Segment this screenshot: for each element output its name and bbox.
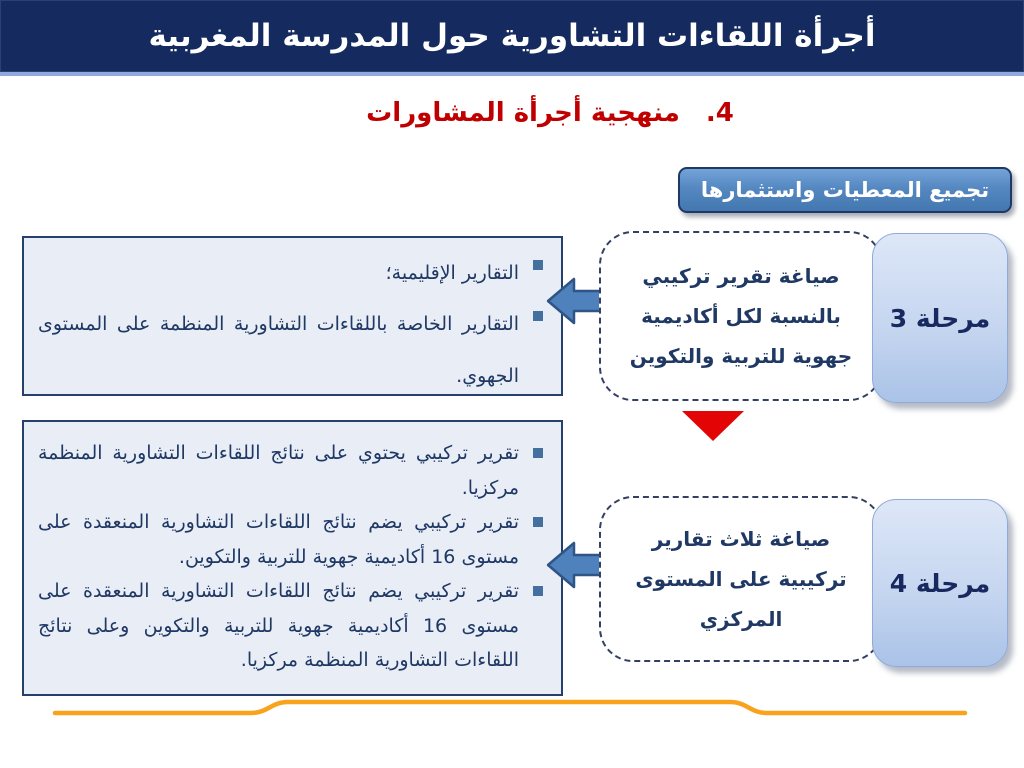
- stage3-label-box: [872, 233, 1008, 403]
- bottom-brace-line: [0, 690, 1024, 730]
- down-arrow-icon: [682, 411, 744, 441]
- stage4-process-box: [599, 496, 883, 662]
- list-item: تقرير تركيبي يضم نتائج اللقاءات التشاورية المنعقدة على مستوى 16 أكاديمية جهوية للتربية والتكوين.: [38, 505, 545, 574]
- section-subtitle-text: منهجية أجرأة المشاورات: [366, 98, 680, 128]
- stage3-process-text: صياغة تقرير تركيبي بالنسبة لكل أكاديمية جهوية للتربية والتكوين: [629, 264, 853, 368]
- slide-header: [0, 0, 1024, 76]
- section-number: 4.: [705, 98, 734, 128]
- stage4-outputs-list: [38, 436, 545, 678]
- stage4-label-box: [872, 499, 1008, 667]
- slide-title: أجرأة اللقاءات التشاورية حول المدرسة المغربية: [148, 18, 876, 54]
- stage3-outputs-box: [22, 236, 563, 396]
- stage4-label: مرحلة 4: [889, 568, 991, 598]
- section-subtitle: [280, 98, 820, 128]
- phase-banner: [678, 167, 1012, 213]
- stage3-outputs-list: [38, 248, 545, 402]
- list-item: التقارير الخاصة باللقاءات التشاورية المنظمة على المستوى الجهوي.: [38, 299, 545, 402]
- list-item: تقرير تركيبي يحتوي على نتائج اللقاءات التشاورية المنظمة مركزيا.: [38, 436, 545, 505]
- stage4-process-text: صياغة ثلاث تقارير تركيبية على المستوى المركزي: [635, 527, 847, 631]
- stage3-label: مرحلة 3: [889, 303, 991, 333]
- list-item: تقرير تركيبي يضم نتائج اللقاءات التشاورية المنعقدة على مستوى 16 أكاديمية جهوية للتربية والتكوين وعلى نتائج اللقاءات التشاورية المنظمة مركزيا.: [38, 574, 545, 678]
- stage3-process-box: [599, 231, 883, 401]
- list-item: التقارير الإقليمية؛: [38, 248, 545, 299]
- phase-banner-label: تجميع المعطيات واستثمارها: [700, 178, 990, 202]
- stage4-outputs-box: [22, 420, 563, 696]
